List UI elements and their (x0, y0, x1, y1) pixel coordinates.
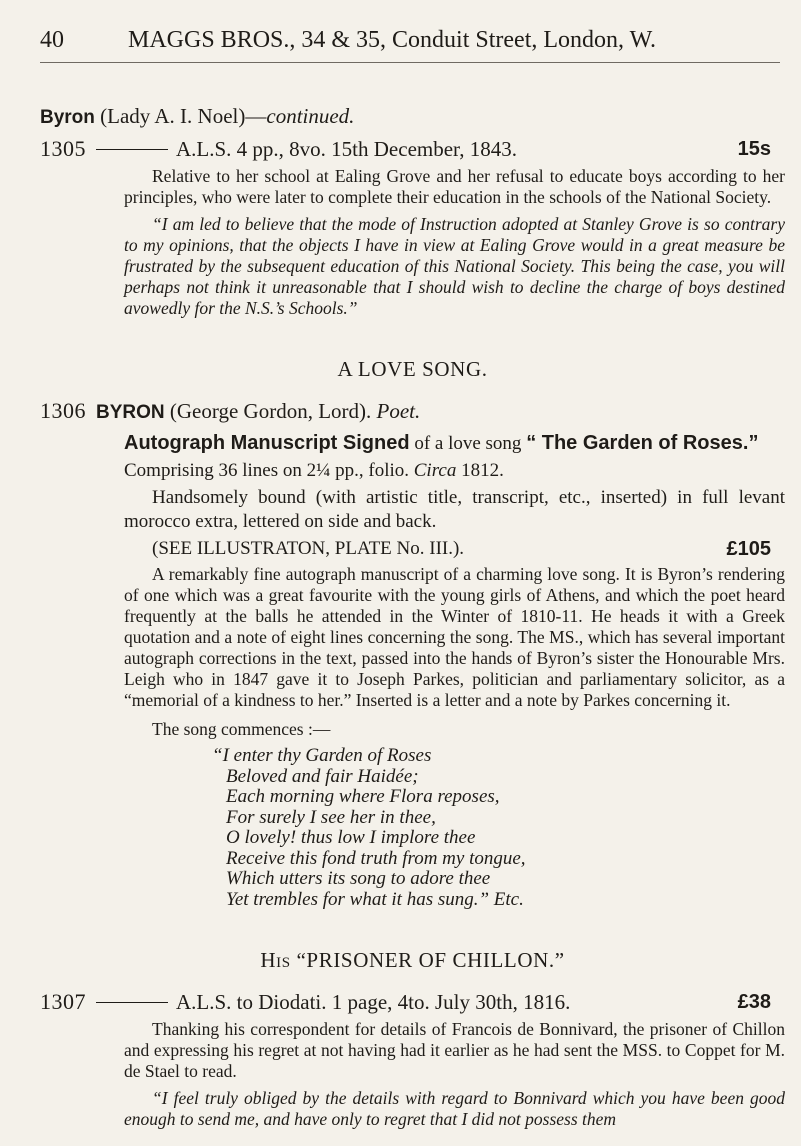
price-1305: 15s (737, 138, 771, 160)
lot-heading-1305: A.L.S. 4 pp., 8vo. 15th December, 1843. (176, 137, 517, 161)
lot-dash-1305 (96, 149, 168, 150)
entry-1307 (40, 987, 785, 1146)
lot-number-1305: 1305 (40, 136, 86, 161)
page-number: 40 (40, 27, 64, 53)
song-line: For surely I see her in thee, (226, 806, 436, 828)
entry-1306 (40, 396, 785, 910)
song-line: O lovely! thus low I implore thee (226, 827, 476, 848)
publisher-line: MAGGS BROS., 34 & 35, Conduit Street, London, W. (128, 27, 657, 53)
lot-number-1306: 1306 (40, 398, 86, 423)
lot-heading-1307: A.L.S. to Diodati. 1 page, 4to. July 30th, 1816. (176, 990, 571, 1014)
price-1307: £38 (737, 991, 771, 1013)
song-line: Beloved and fair Haidée; (226, 765, 419, 787)
manuscript-title-tail: Comprising 36 lines on 2¼ pp., folio. (124, 460, 409, 481)
song-line: Receive this fond truth from my tongue, (226, 847, 526, 869)
catalogue-content (40, 102, 785, 1146)
description-1306: A remarkably fine autograph manuscript of a charming love song. It is Byron’s rendering of one which was a great favourite with the young girls of Athens, and which the poet heard frequently at the balls he attended in the Winter of 1810-11. He heads it with a Greek quotation and a note of eight lines concerning the song. The MS., which has several important autograph corrections in the text, passed into the hands of Byron’s sister the Honourable Mrs. Leigh who in 1847 gave it to Joseph Parkes, politician and parliamentary solicitor, as a “memorial of a kindness to her.” Inserted is a letter and a note by Parkes concerning it. (124, 564, 785, 710)
poet-label: Poet. (376, 399, 421, 423)
continued-label: continued. (266, 104, 355, 128)
quote-1307: “I feel truly obliged by the details with regard to Bonnivard which you have been good enough to send me, and have only to regret that I did not possess them (124, 1088, 785, 1129)
song-line: “I enter thy Garden of Roses (212, 745, 432, 766)
song-lines (40, 746, 785, 910)
circa-label: Circa (413, 460, 457, 481)
circa-year: 1812. (461, 460, 504, 481)
price-1306: £105 (726, 538, 771, 560)
running-head (40, 20, 780, 60)
lot-number-1307: 1307 (40, 989, 86, 1014)
header-rule (40, 62, 780, 63)
description-1307: Thanking his correspondent for details of Francois de Bonnivard, the prisoner of Chillon and expressing his regret at not having had it earlier as he had sent the MSS. to Coppet for M. de Stael to read. (124, 1019, 785, 1081)
song-line: Which utters its song to adore thee (226, 868, 491, 889)
prisoner-title: His “PRISONER OF CHILLON.” (260, 948, 565, 972)
quote-1305: “I am led to believe that the mode of Instruction adopted at Stanley Grove is so contrary to my opinions, that the objects I have in view at Ealing Grove would in a great measure be frustrated by the subsequent education of this National Society. This being the case, you will perhaps not think it unreasonable that I should wish to decline the charge of boys destined avowedly for the N.S.’s Schools.” (124, 214, 785, 318)
continued-heading (40, 102, 785, 132)
song-intro: The song commences :— (152, 719, 331, 739)
manuscript-title-rest: of a love song (414, 433, 522, 454)
lot-line-1305 (40, 134, 785, 164)
continued-name-rest: (Lady A. I. Noel)— (100, 104, 267, 128)
lot-heading-1306 (96, 396, 785, 428)
description-1305: Relative to her school at Ealing Grove and her refusal to educate boys according to her principles, who were later to complete their education in the schools of the National Society. (124, 166, 785, 207)
love-song-title: A LOVE SONG. (337, 357, 488, 381)
manuscript-title (40, 430, 785, 484)
continued-name: Byron (40, 107, 95, 128)
byron-name-bold: BYRON (96, 402, 165, 423)
lot-line-1306 (40, 396, 785, 428)
bottom-spacing (40, 1130, 785, 1146)
manuscript-title-bold: Autograph Manuscript Signed (124, 432, 410, 454)
byron-name-rest: (George Gordon, Lord). (169, 399, 372, 423)
song-line: Yet trembles for what it has sung.” Etc. (226, 888, 524, 910)
song-title-bold: “ The Garden of Roses.” (526, 432, 759, 454)
lot-dash-1307 (96, 1002, 168, 1003)
song-line: Each morning where Flora reposes, (226, 786, 500, 807)
illustration-reference: (SEE ILLUSTRATON, PLATE No. III.). (152, 538, 465, 559)
illustration-line (40, 534, 785, 564)
binding-note: Handsomely bound (with artistic title, transcript, etc., inserted) in full levant morocco extra, lettered on side and back. (124, 487, 785, 532)
lot-line-1307 (40, 987, 785, 1017)
entry-1305 (40, 102, 785, 319)
